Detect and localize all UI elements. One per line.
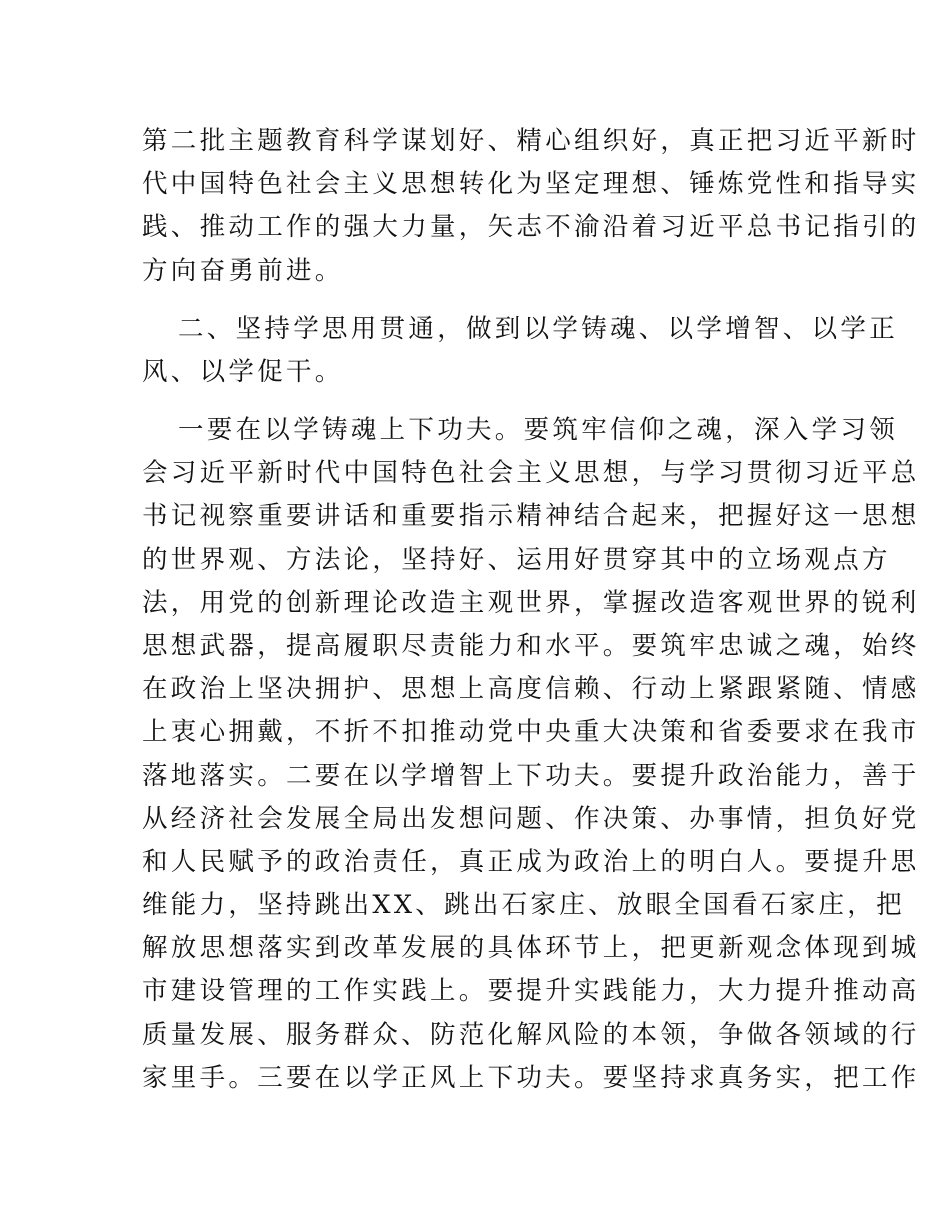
text-line: 践、推动工作的强大力量，矢志不渝沿着习近平总书记指引的 xyxy=(142,212,920,243)
text-line: 质量发展、服务群众、防范化解风险的本领，争做各领域的行 xyxy=(142,1019,920,1050)
text-line: 二、坚持学思用贯通，做到以学铸魂、以学增智、以学正 xyxy=(178,314,899,344)
text-line: 和人民赋予的政治责任，真正成为政治上的明白人。要提升思 xyxy=(142,846,920,877)
text-line: 方向奋勇前进。 xyxy=(142,255,344,286)
text-line: 代中国特色社会主义思想转化为坚定理想、锤炼党性和指导实 xyxy=(142,169,920,200)
paragraph-1 xyxy=(142,120,920,293)
text-line: 书记视察重要讲话和重要指示精神结合起来，把握好这一思想 xyxy=(142,501,920,532)
text-line: 在政治上坚决拥护、思想上高度信赖、行动上紧跟紧随、情感 xyxy=(142,674,920,705)
text-line: 解放思想落实到改革发展的具体环节上，把更新观念体现到城 xyxy=(142,933,920,964)
text-line: 一要在以学铸魂上下功夫。要筑牢信仰之魂，深入学习领 xyxy=(178,415,899,445)
text-line: 家里手。三要在以学正风上下功夫。要坚持求真务实，把工作 xyxy=(142,1062,920,1093)
text-line: 第二批主题教育科学谋划好、精心组织好，真正把习近平新时 xyxy=(142,126,920,156)
paragraph-3 xyxy=(142,409,920,1100)
text-line: 落地落实。二要在以学增智上下功夫。要提升政治能力，善于 xyxy=(142,760,920,791)
text-line: 上衷心拥戴，不折不扣推动党中央重大决策和省委要求在我市 xyxy=(142,717,920,748)
text-line: 风、以学促干。 xyxy=(142,357,344,388)
paragraph-2-heading xyxy=(142,308,899,394)
text-line: 从经济社会发展全局出发想问题、作决策、办事情，担负好党 xyxy=(142,803,920,834)
text-line: 的世界观、方法论，坚持好、运用好贯穿其中的立场观点方 xyxy=(142,544,891,575)
text-line: 会习近平新时代中国特色社会主义思想，与学习贯彻习近平总 xyxy=(142,458,920,489)
text-line: 法，用党的创新理论改造主观世界，掌握改造客观世界的锐利 xyxy=(142,587,920,618)
text-line: 市建设管理的工作实践上。要提升实践能力，大力提升推动高 xyxy=(142,976,920,1007)
text-line: 思想武器，提高履职尽责能力和水平。要筑牢忠诚之魂，始终 xyxy=(142,630,920,661)
text-line: 维能力，坚持跳出XX、跳出石家庄、放眼全国看石家庄，把 xyxy=(142,890,905,921)
